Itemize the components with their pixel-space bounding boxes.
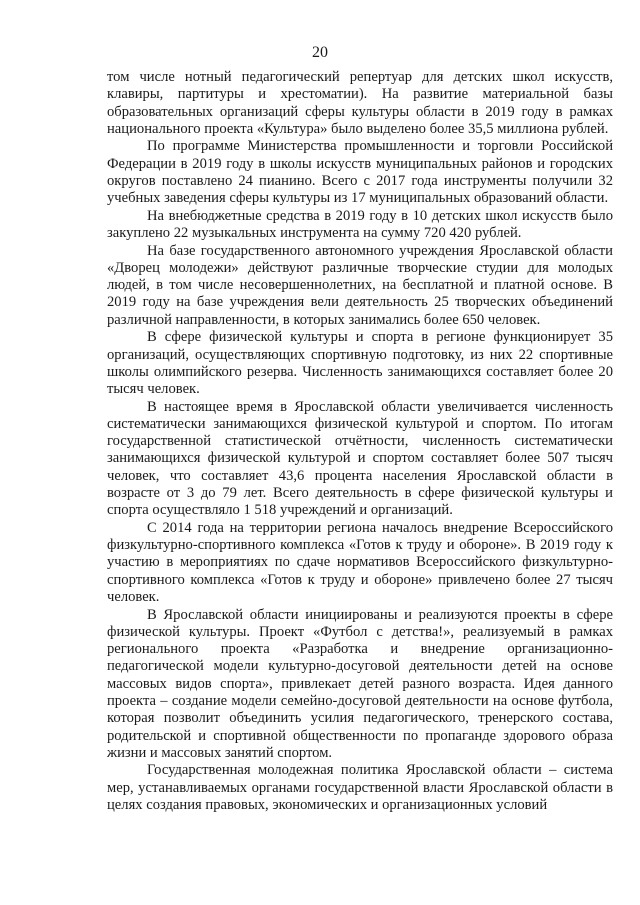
paragraph-gto-complex: С 2014 года на территории региона началось внедрение Всероссийского физкультурно-спортивного комплекса «Готов к труду и обороне». В 2019 году к участию в мероприятиях по сдаче нормативов Всероссийского физкультурно-спортивного комплекса «Готов к труду и обороне» привлечено более 27 тысяч человек. <box>107 519 613 606</box>
paragraph-sport-participation: В настоящее время в Ярославской области увеличивается численность систематически занимающихся физической культурой и спортом. По итогам государственной статистической отчётности, численность систематически занимающихся физической культурой и спортом составляет более 507 тысяч человек, что составляет 43,6 процента населения Ярославской области в возрасте от 3 до 79 лет. Всего деятельность в сфере физической культуры и спорта осуществляло 1 518 учреждений и организаций. <box>107 398 613 519</box>
paragraph-youth-palace: На базе государственного автономного учреждения Ярославской области «Дворец молодежи» действуют различные творческие студии для молодых людей, в том числе несовершеннолетних, на бесплатной и платной основе. В 2019 году на базе учреждения вели деятельность 25 творческих объединений различной направленности, в которых занимались более 650 человек. <box>107 242 613 328</box>
paragraph-culture-funding: том числе нотный педагогический репертуар для детских школ искусств, клавиры, партитуры и хрестоматии). На развитие материальной базы образовательных организаций сферы культуры области в 2019 году в рамках национального проекта «Культура» было выделено более 35,5 миллиона рублей. <box>107 69 613 137</box>
document-body <box>107 69 613 814</box>
paragraph-youth-policy: Государственная молодежная политика Ярославской области – система мер, устанавливаемых органами государственной власти Ярославской области в целях создания правовых, экономических и организационных условий <box>107 762 613 813</box>
paragraph-pianos: По программе Министерства промышленности и торговли Российской Федерации в 2019 году в школы искусств муниципальных районов и городских округов поставлено 24 пианино. Всего с 2017 года инструменты получили 32 учебных заведения сферы культуры из 17 муниципальных образований области. <box>107 138 613 207</box>
page-number: 20 <box>312 44 328 61</box>
paragraph-football-project: В Ярославской области инициированы и реализуются проекты в сфере физической культуры. Проект «Футбол с детства!», реализуемый в рамках регионального проекта «Разработка и внедрение организационно-педагогической модели культурно-досуговой деятельности детей на основе массовых видов спорта», привлекает детей разного возраста. Идея данного проекта – создание модели семейно-досуговой деятельности на основе футбола, которая позволит объединить усилия педагогического, тренерского состава, родительской и спортивной общественности по пропаганде здорового образа жизни и массовых занятий спортом. <box>107 606 613 761</box>
paragraph-instruments: На внебюджетные средства в 2019 году в 10 детских школ искусств было закуплено 22 музыкальных инструмента на сумму 720 420 рублей. <box>107 207 613 242</box>
paragraph-sport-organizations: В сфере физической культуры и спорта в регионе функционирует 35 организаций, осуществляющих спортивную подготовку, из них 22 спортивные школы олимпийского резерва. Численность занимающихся составляет более 20 тысяч человек. <box>107 329 613 398</box>
